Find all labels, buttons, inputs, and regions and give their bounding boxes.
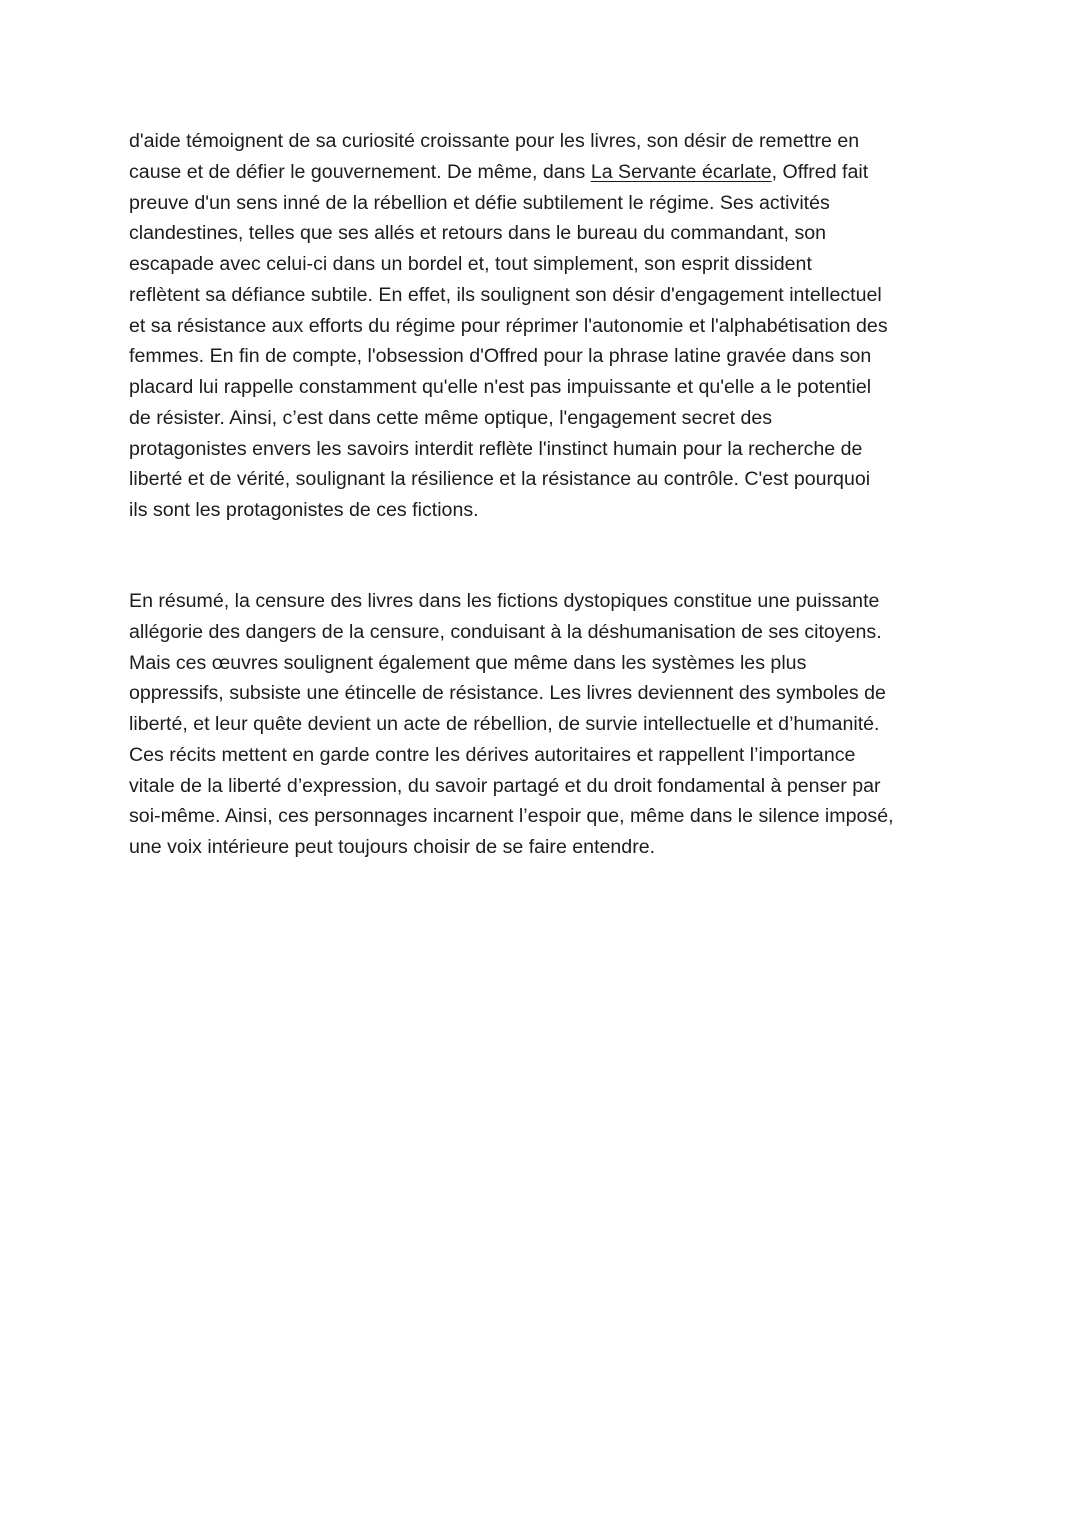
paragraph-offred-rebellion (129, 126, 959, 526)
text-fragment: cause et de défier le gouvernement. De même, dans (129, 160, 591, 183)
text-line: reflètent sa défiance subtile. En effet, ils soulignent son désir d'engagement intellectuel (129, 283, 882, 306)
text-line: escapade avec celui-ci dans un bordel et, tout simplement, son esprit dissident (129, 253, 812, 275)
text-fragment: , Offred fait (771, 160, 869, 183)
text-line: clandestines, telles que ses allés et retours dans le bureau du commandant, son (129, 222, 827, 245)
text-line: soi-même. Ainsi, ces personnages incarnent l’espoir que, même dans le silence imposé, (129, 805, 894, 828)
text-line (129, 157, 959, 188)
text-line: femmes. En fin de compte, l'obsession d'Offred pour la phrase latine gravée dans son (129, 345, 872, 368)
text-line: preuve d'un sens inné de la rébellion et défie subtilement le régime. Ses activités (129, 191, 830, 214)
text-line: ils sont les protagonistes de ces fictions. (129, 499, 479, 521)
text-line: Ces récits mettent en garde contre les dérives autoritaires et rappellent l’importance (129, 743, 856, 766)
text-line: vitale de la liberté d’expression, du savoir partagé et du droit fondamental à penser par (129, 774, 881, 797)
text-line: En résumé, la censure des livres dans les fictions dystopiques constitue une puissante (129, 590, 880, 612)
text-line: protagonistes envers les savoirs interdit reflète l'instinct humain pour la recherche de (129, 437, 863, 460)
text-line: et sa résistance aux efforts du régime pour réprimer l'autonomie et l'alphabétisation des (129, 314, 888, 337)
text-line: de résister. Ainsi, c’est dans cette même optique, l'engagement secret des (129, 406, 773, 429)
text-line: placard lui rappelle constamment qu'elle n'est pas impuissante et qu'elle a le potentiel (129, 376, 872, 398)
text-line: liberté et de vérité, soulignant la résilience et la résistance au contrôle. C'est pourquoi (129, 468, 871, 491)
text-line: oppressifs, subsiste une étincelle de résistance. Les livres deviennent des symboles de (129, 682, 886, 705)
text-line: d'aide témoignent de sa curiosité croissante pour les livres, son désir de remettre en (129, 130, 860, 152)
paragraph-conclusion (129, 586, 959, 863)
text-line: liberté, et leur quête devient un acte de rébellion, de survie intellectuelle et d’humanité. (129, 713, 880, 735)
text-line: allégorie des dangers de la censure, conduisant à la déshumanisation de ses citoyens. (129, 620, 882, 643)
text-line: Mais ces œuvres soulignent également que même dans les systèmes les plus (129, 651, 807, 674)
book-title-link[interactable]: La Servante écarlate (590, 160, 772, 183)
text-line: une voix intérieure peut toujours choisir de se faire entendre. (129, 836, 656, 858)
